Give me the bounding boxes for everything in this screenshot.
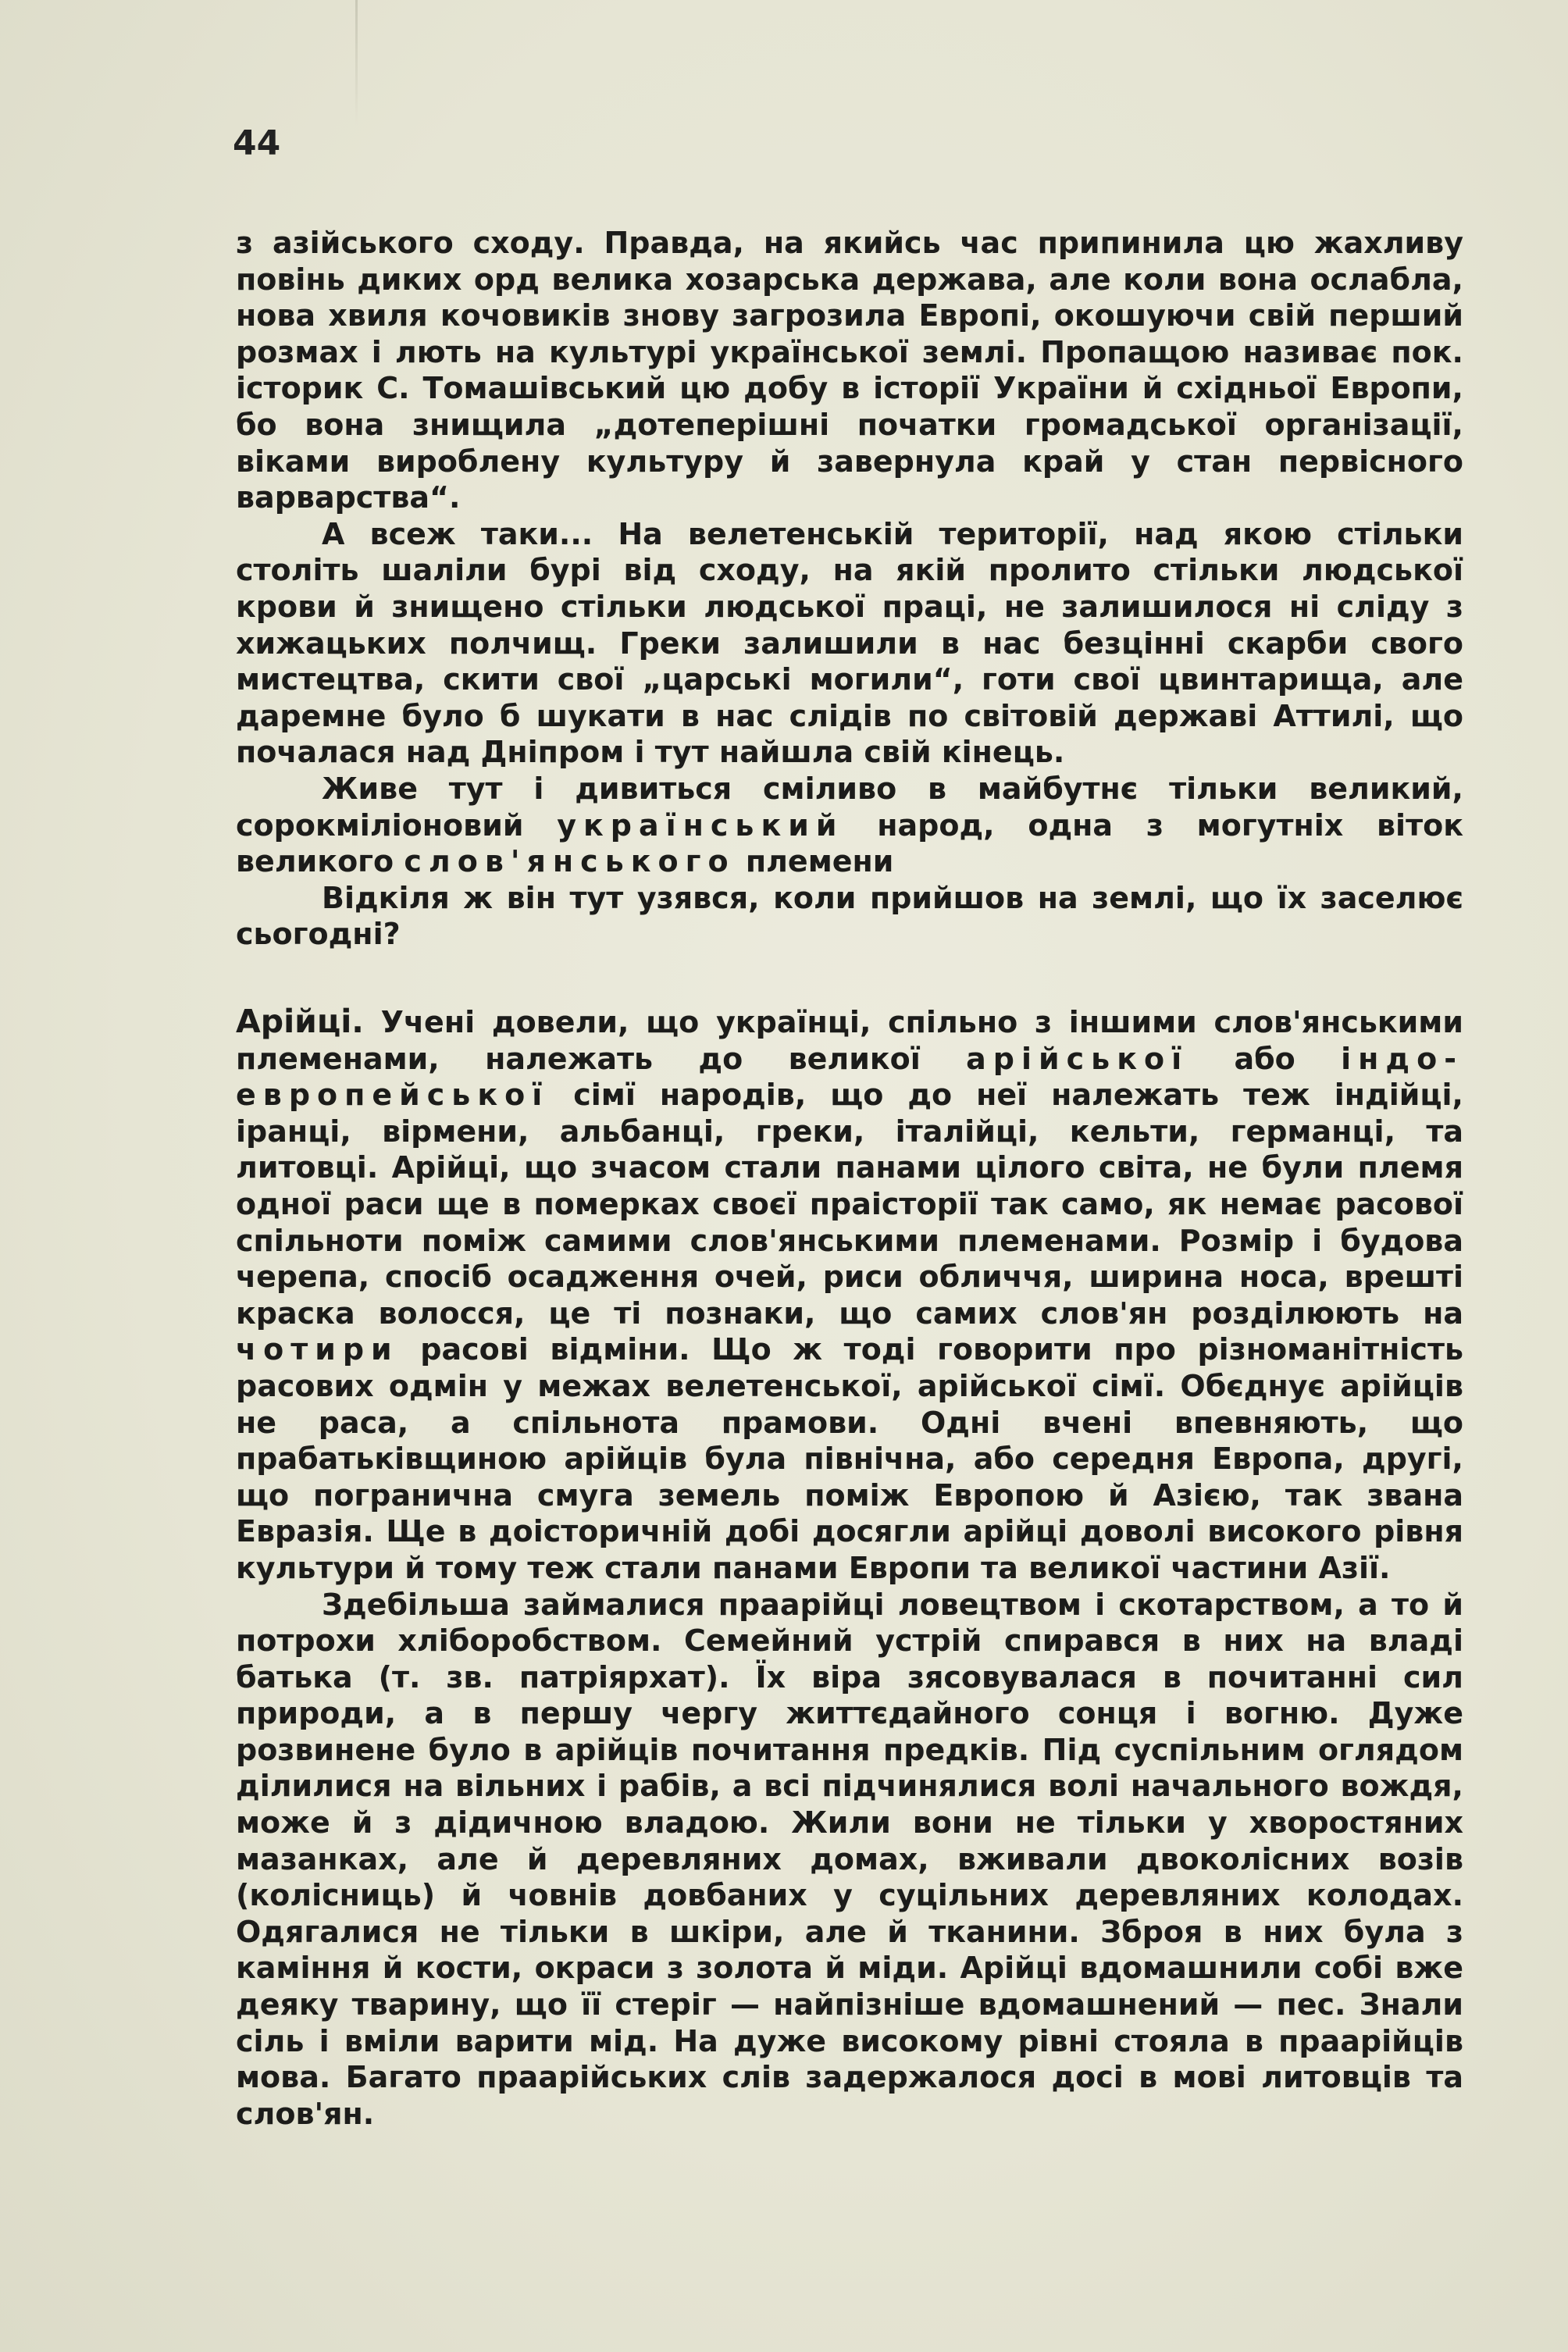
paragraph [236,771,1463,880]
text-run: або [1234,1041,1295,1076]
text-run: племени [745,844,894,879]
paragraph: Здебільша займалися праарійці ловецтвом і скотарством, а то й потрохи хліборобством. Семейний устрій спирався в них на владі батька (т. зв. патріярхат). Їх віра зясовувалася в почитанні сил природи, а в першу чергу життєдайного сонця і вогню. Дуже розвинене було в арійців почитання предків. Під суспільним оглядом ділилися на вільних і рабів, а всі підчинялися волі начального вождя, може й з дідичною владою. Жили вони не тільки у хворостяних мазанках, але й деревляних домах, вживали двоколісних возів (колісниць) й човнів довбаних у суцільних деревляних колодах. Одягалися не тільки в шкіри, але й тканини. Зброя в них була з каміння й кости, окраси з золота й міди. Арійці вдомашнили собі вже деяку тварину, що її стеріг — найпізніше вдомашнений — пес. Знали сіль і вміли варити мід. На дуже високому рівні стояла в праарійців мова. Багато праарійських слів задержалося досі в мові литовців та слов'ян. [236,1587,1463,2131]
text-run: расові відміни. Що ж тоді говорити про різноманітність расових одмін у межах велетенської, арійської сімї. Обєднує арійців не раса, а спільнота прамови. Одні вчені впевняють, що прабатьківщиною арійців була північна, або середня Европа, другі, що погранична смуга земель поміж Европою й Азією, так звана Евразія. Ще в доісторичній добі досягли арійці доволі високого рівня культури й тому теж стали панами Европи та великої частини Азії. [236,1332,1463,1585]
text-run: Живе тут і дивиться сміливо в майбутнє тільки великий, сорокміліоновий [236,771,1463,843]
paragraph: А всеж таки... На велетенській території, над якою стільки століть шаліли бурі від сходу, на якій пролито стільки людської крови й знищено стільки людської праці, не залишилося ні сліду з хижацьких полчищ. Греки залишили в нас безцінні скарби свого мистецтва, скити свої „царські могили“, готи свої цвинтарища, але даремне було б шукати в нас слідів по світовій державі Аттилі, що почалася над Дніпром і тут найшла свій кінець. [236,516,1463,770]
spaced-emphasis: індо-европейської [236,1041,1463,1113]
page-crease [355,0,358,125]
spaced-emphasis: слов'янського [404,844,736,879]
spaced-emphasis: український [557,807,844,843]
text-run: сімї народів, що до неї належать теж індійці, іранці, вірмени, альбанці, греки, італійці, кельти, германці, та литовці. Арійці, що зчасом стали панами цілого світа, не були племя одної раси ще в померках своєї праісторії так само, як немає расової спільноти поміж самими слов'янськими племенами. Розмір і будова черепа, спосіб осадження очей, риси обличчя, ширина носа, врешті краска волосся, це ті познаки, що самих слов'ян розділюють на [236,1078,1463,1331]
text-run: Учені довели, що українці, спільно з іншими слов'янськими племенами, належать до великої [236,1005,1463,1076]
paragraph: з азійського сходу. Правда, на якийсь час припинила цю жахливу повінь диких орд велика хозарська держава, але коли вона ослабла, нова хвиля кочовиків знову загрозила Европі, окошуючи свій перший розмах і лють на культурі української землі. Пропащою називає пок. історик С. Томашівський цю добу в історії України й східньої Европи, бо вона знищила „дотеперішні початки громадської організації, віками вироблену культуру й завернула край у стан первісного варварства“. [236,226,1463,515]
text-run: народ, одна з могутніх віток великого [236,807,1464,879]
spaced-emphasis: чотири [236,1332,399,1367]
page-number: 44 [233,123,281,163]
section-heading: Арійці. [236,1003,364,1040]
text-block-intro [236,225,1463,953]
paragraph [236,1003,1463,1587]
paragraph: Відкіля ж він тут узявся, коли прийшов на землі, що їх заселює сьогодні? [236,880,1463,952]
spaced-emphasis: арійської [966,1041,1189,1076]
text-block-aryans [236,1003,1463,2132]
